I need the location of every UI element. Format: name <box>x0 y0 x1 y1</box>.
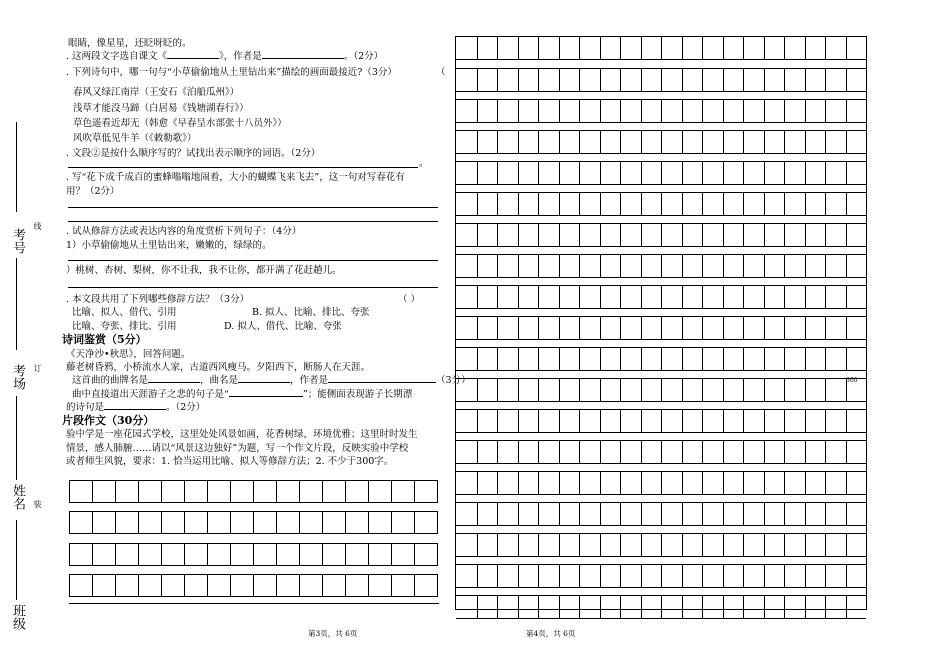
writing-grid-row[interactable] <box>456 285 866 309</box>
exam-room-line <box>16 258 17 350</box>
writing-grid-row[interactable] <box>69 543 438 566</box>
answer-blank[interactable] <box>229 396 303 397</box>
class-label: 班级 <box>10 604 25 630</box>
essay-prompt-3: 或者师生风貌，要求：1. 恰当运用比喻、拟人等修辞方法；2. 不少于300字。 <box>66 456 394 467</box>
page-number-left: 第3页，共 6页 <box>308 629 358 638</box>
rhetoric-sentence-2: ）桃树、杏树、梨树，你不让我，我不让你，都开满了花赶趟儿。 <box>66 265 342 276</box>
question-rhetoric-used: . 本文段共用了下列哪些修辞方法？（3分） <box>66 294 250 305</box>
answer-blank[interactable] <box>328 382 436 383</box>
writing-grid-row[interactable] <box>456 471 866 495</box>
word-count-marker: 300 <box>846 377 858 384</box>
writing-grid-page[interactable] <box>455 36 867 610</box>
option-b: 浅草才能没马蹄（白居易《钱塘湖春行》） <box>73 103 249 114</box>
writing-grid-row[interactable] <box>456 378 866 402</box>
question-rhetoric: . 试从修辞方法或表达内容的角度赏析下列句子：（4分） <box>66 226 302 237</box>
answer-line[interactable] <box>68 167 418 168</box>
grid-bottom-rule <box>69 603 439 604</box>
writing-grid-row[interactable] <box>456 595 866 619</box>
question-poem: . 下列诗句中，哪一句与“小草偷偷地从土里钻出来”描绘的画面最接近?（3分） <box>66 67 397 78</box>
essay-prompt-1: 验中学是一座花园式学校，这里处处风景如画，花香树绿，环境优雅；这里时时发生 <box>66 429 418 440</box>
answer-blank[interactable] <box>104 409 166 410</box>
answer-line[interactable] <box>68 260 438 261</box>
writing-grid-row[interactable] <box>69 480 438 503</box>
seal-bind-mark: 装 <box>33 500 42 508</box>
page-number-right: 第4页，共 6页 <box>526 629 576 638</box>
exam-number-label: 考号 <box>10 228 25 254</box>
answer-line[interactable] <box>68 207 438 208</box>
answer-line[interactable] <box>68 287 438 288</box>
writing-grid-row[interactable] <box>456 440 866 464</box>
exam-number-line <box>16 122 17 212</box>
writing-grid-row[interactable] <box>456 316 866 340</box>
poem-text: 藤老树昏鸦，小桥流水人家，古道西风瘦马。夕阳西下，断肠人在天涯。 <box>66 362 371 373</box>
choice-c: 比喻、夸张、排比、引用 <box>72 321 177 332</box>
seal-order-mark: 订 <box>33 364 42 372</box>
seal-line-mark: 线 <box>33 222 42 230</box>
answer-paren: （ ） <box>398 294 421 305</box>
rhetoric-sentence-1: 1）小草偷偷地从土里钻出来，嫩嫩的，绿绿的。 <box>66 240 272 251</box>
writing-grid-row[interactable] <box>456 254 866 278</box>
writing-grid-row[interactable] <box>456 502 866 526</box>
writing-grid-row[interactable] <box>456 409 866 433</box>
writing-grid-row[interactable] <box>456 533 866 557</box>
section-heading-essay: 片段作文（30分） <box>62 414 155 427</box>
answer-blank[interactable] <box>238 382 290 383</box>
question-order: . 文段②是按什么顺序写的？试找出表示顺序的词语。（2分） <box>66 148 321 159</box>
writing-grid-row[interactable] <box>456 161 866 185</box>
writing-grid-row[interactable] <box>456 347 866 371</box>
poem-intro: 《天净沙•秋思》，回答问题。 <box>66 349 191 360</box>
writing-grid-row[interactable] <box>456 564 866 588</box>
choice-b: B. 拟人、比喻、排比、夸张 <box>252 307 370 318</box>
answer-line[interactable] <box>68 221 438 222</box>
writing-grid-row[interactable] <box>69 574 438 597</box>
question-source: . 这两段文字选自课文《 》，作者是 。（2分） <box>66 51 384 62</box>
writing-grid-row[interactable] <box>456 99 866 123</box>
name-label: 姓名 <box>10 484 25 510</box>
name-line <box>16 396 17 480</box>
answer-blank[interactable] <box>148 382 200 383</box>
answer-blank[interactable] <box>262 58 344 59</box>
choice-a: 比喻、拟人、借代、引用 <box>72 307 177 318</box>
option-c: 草色遥看近却无（韩愈《早春呈水部张十八员外》） <box>73 118 287 129</box>
poem-question-2-cont: 的诗句是 。（2分） <box>66 402 206 413</box>
choice-d: D. 拟人、借代、比喻、夸张 <box>224 321 342 332</box>
poem-question-1: 这首曲的曲牌名是 ，曲名是 ，作者是 （3分） <box>72 375 471 386</box>
option-a: 春风又绿江南岸（王安石《泊船瓜州》） <box>73 87 240 98</box>
writing-grid-row[interactable] <box>456 68 866 92</box>
answer-blank[interactable] <box>167 58 219 59</box>
exam-room-label: 考场 <box>10 364 25 390</box>
text-line: 眼睛，像星星，还眨呀眨的。 <box>68 38 192 49</box>
question-write-line2: 用？（2分） <box>66 186 120 197</box>
period-mark: 。 <box>419 158 429 169</box>
writing-grid-row[interactable] <box>69 511 438 534</box>
poem-question-2: 曲中直接道出天涯游子之悲的句子是“ ”；能侧面表现游子长期漂 <box>72 389 413 400</box>
writing-grid-row[interactable] <box>456 192 866 216</box>
class-line <box>16 520 17 600</box>
writing-grid-row[interactable] <box>456 37 866 60</box>
answer-paren: （ <box>436 67 446 78</box>
question-write-line1: . 写“花下成千成百的蜜蜂嗡嗡地闹着，大小的蝴蝶飞来飞去”，这一句对写春花有 <box>66 172 405 183</box>
writing-grid-row[interactable] <box>456 130 866 154</box>
writing-grid-row[interactable] <box>456 223 866 247</box>
section-heading-poem: 诗词鉴赏（5分） <box>62 333 147 346</box>
essay-prompt-2: 情景，感人肺腑……请以“风景这边独好”为题，写一个作文片段，反映实验中学校 <box>66 443 409 454</box>
option-d: 风吹草低见牛羊（《敕勒歌》） <box>73 133 197 144</box>
